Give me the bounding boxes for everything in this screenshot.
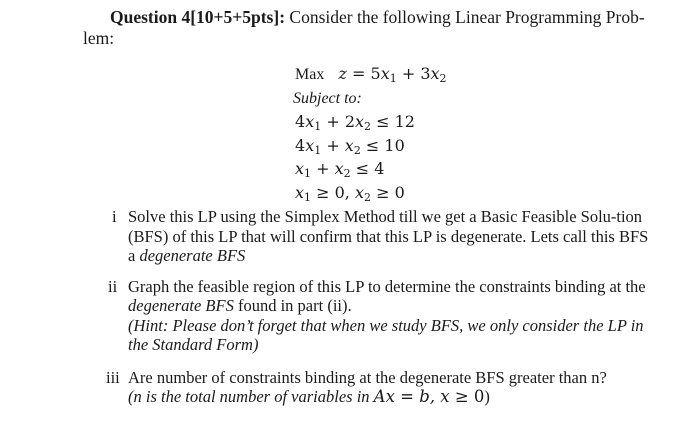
part-emphasis: degenerate BFS (128, 296, 234, 315)
constraint-2: $4x_1 + x_2 \le 10$ (295, 135, 405, 157)
part-note: (n is the total number of variables in Ax = b, x ≥ 0) (128, 387, 490, 406)
constraint-3: $x_1 + x_2 \le 4$ (295, 159, 385, 180)
part-text: Are number of constraints binding at the degenerate BFS greater than n? (128, 367, 607, 387)
constraint-1: $4x_1 + 2x_2 \le 12$ (295, 112, 415, 133)
part-ii (106, 277, 651, 355)
nonnegativity-constraint: $x_1 \ge 0$, $x_2 \ge 0$ (295, 182, 405, 204)
part-text: Graph the feasible region of this LP to determine the constraints binding at the (128, 276, 646, 296)
question-label: Question 4[10+5+5pts]: (110, 7, 286, 27)
part-number: ii (108, 276, 118, 296)
question-statement (83, 7, 663, 49)
standard-form-expression: Ax = b, x ≥ 0 (373, 387, 485, 406)
objective-keyword: Max (295, 66, 325, 83)
question-parts (106, 207, 651, 420)
objective-function (287, 62, 447, 87)
part-hint: (Hint: Please don’t forget that when we study BFS, we only consider the LP in the Standard Form) (128, 315, 644, 354)
part-text: Solve this LP using the Simplex Method till we get a Basic Feasible Solu-tion (BFS) of this LP that will confirm that this LP is degenerate. Lets call this BFS a (128, 207, 649, 265)
question-intro-continued: lem: (83, 28, 115, 48)
question-intro: Consider the following Linear Programming Prob- (289, 7, 645, 27)
part-text-end: found in part (ii). (233, 296, 352, 315)
part-number: iii (106, 367, 120, 387)
part-i (106, 207, 651, 266)
linear-program (287, 62, 447, 204)
part-emphasis: degenerate BFS (139, 246, 246, 265)
objective-expression: $z = 5x_1 + 3x_2$ (328, 64, 447, 85)
subject-to-label: Subject to: (293, 89, 362, 107)
part-number: i (112, 207, 117, 226)
part-iii (106, 368, 651, 407)
